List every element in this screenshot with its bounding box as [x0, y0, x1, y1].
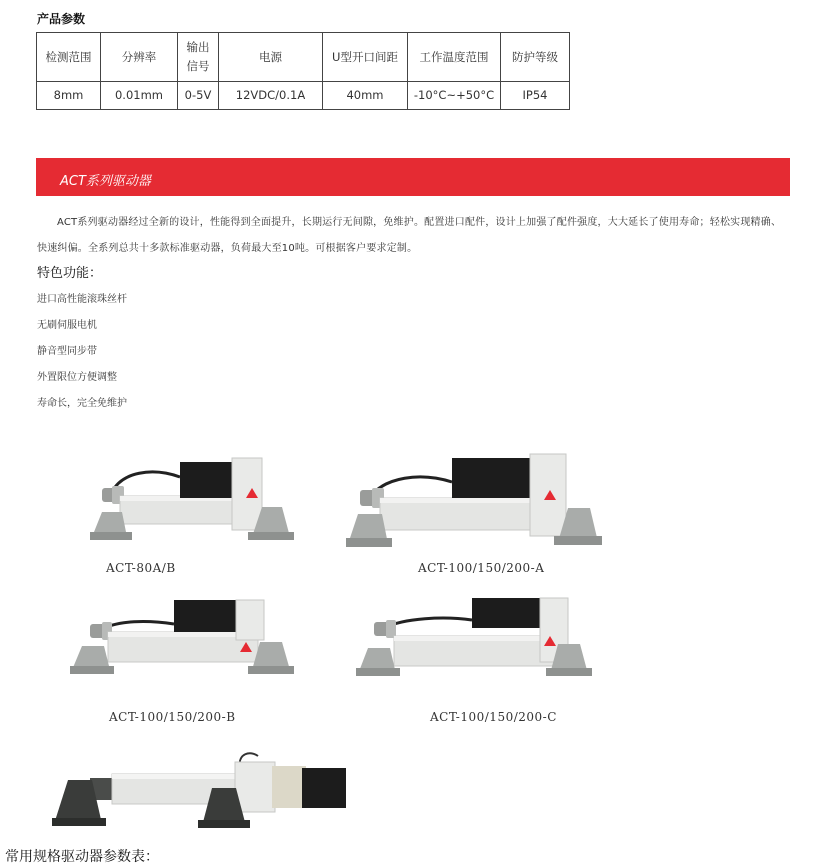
- table-cell: -10°C~+50°C: [408, 82, 501, 110]
- product-image-inline-actuator: [50, 748, 350, 830]
- table-header-cell: 输出信号: [178, 33, 219, 82]
- feature-item: 静音型同步带: [37, 346, 97, 357]
- product-caption: ACT-80A/B: [106, 561, 176, 575]
- table-header-cell: 防护等级: [501, 33, 570, 82]
- table-header-cell: 分辨率: [101, 33, 178, 82]
- table-cell: 8mm: [37, 82, 101, 110]
- feature-item: 无刷伺服电机: [37, 320, 97, 331]
- table-header-cell: U型开口间距: [323, 33, 408, 82]
- product-caption: ACT-100/150/200-A: [418, 561, 545, 575]
- spec-table-title: 常用规格驱动器参数表：: [5, 849, 159, 865]
- product-caption: ACT-100/150/200-B: [109, 710, 236, 724]
- table-header-cell: 检测范围: [37, 33, 101, 82]
- params-table: [36, 32, 570, 110]
- table-cell: 0-5V: [178, 82, 219, 110]
- feature-item: 进口高性能滚珠丝杆: [37, 294, 127, 305]
- table-cell: 40mm: [323, 82, 408, 110]
- section-banner: [36, 158, 790, 196]
- table-header-cell: 工作温度范围: [408, 33, 501, 82]
- product-caption: ACT-100/150/200-C: [430, 710, 557, 724]
- params-title: 产品参数: [37, 12, 86, 26]
- table-row: [37, 82, 570, 110]
- intro-paragraph: ACT系列驱动器经过全新的设计，性能得到全面提升，长期运行无间隙，免维护。配置进口配件，设计上加强了配件强度，大大延长了使用寿命；轻松实现精确、快速纠偏。全系列总共十多款标准驱动器，负荷最大至10吨。可根据客户要求定制。: [37, 217, 782, 254]
- banner-title: ACT系列驱动器: [60, 174, 151, 189]
- table-header-row: [37, 33, 570, 82]
- feature-item: 外置限位方便调整: [37, 372, 117, 383]
- table-cell: IP54: [501, 82, 570, 110]
- features-title: 特色功能：: [37, 266, 103, 281]
- product-image-act-100-b: [68, 598, 298, 676]
- product-image-act-80: [82, 452, 302, 557]
- table-header-cell: 电源: [219, 33, 323, 82]
- table-cell: 0.01mm: [101, 82, 178, 110]
- product-image-act-100-a: [340, 452, 605, 552]
- feature-item: 寿命长，完全免维护: [37, 398, 127, 409]
- product-image-act-100-c: [354, 596, 594, 678]
- table-cell: 12VDC/0.1A: [219, 82, 323, 110]
